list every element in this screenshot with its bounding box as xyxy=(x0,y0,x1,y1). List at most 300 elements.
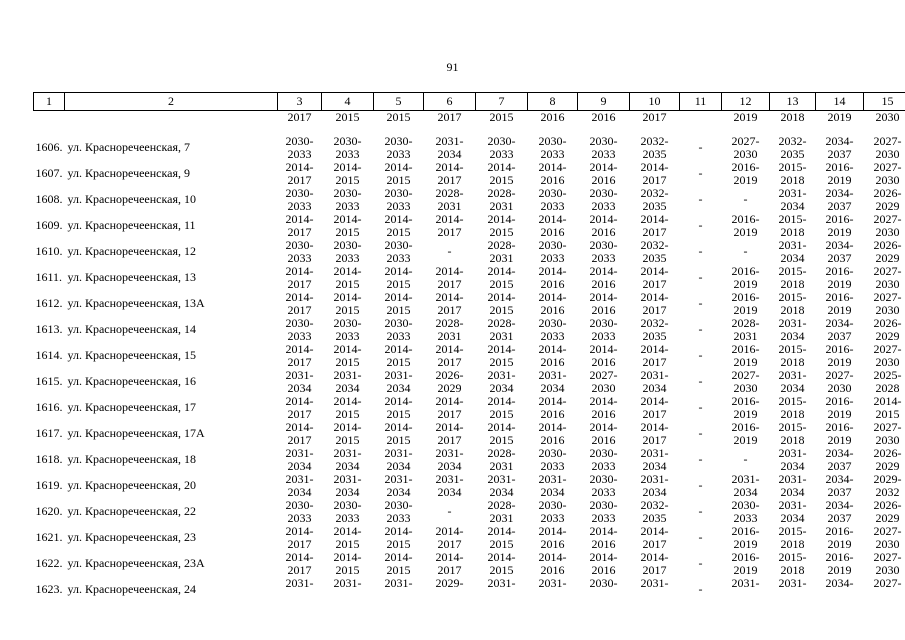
address-cell: ул. Красноречеенская, 13А xyxy=(67,296,205,310)
table-row xyxy=(34,265,905,291)
table-cell: 2014- 2015 xyxy=(333,342,362,369)
table-cell: 2034- 2037 xyxy=(825,134,854,161)
row-number: 1619. xyxy=(35,478,63,492)
table-cell: 2014- 2015 xyxy=(487,160,516,187)
row-number: 1609. xyxy=(35,218,63,232)
table-row xyxy=(34,369,905,395)
table-cell: 2026- 2029 xyxy=(873,498,902,525)
table-cell: - xyxy=(698,452,703,466)
table-body xyxy=(34,111,905,604)
row-number: 1617. xyxy=(35,426,63,440)
table-cell: 2030- 2033 xyxy=(285,134,314,161)
table-row xyxy=(34,239,905,265)
column-header-11: 11 xyxy=(680,93,722,111)
table-cell: 2014- 2016 xyxy=(538,524,567,551)
table-cell: 2014- 2017 xyxy=(285,550,314,577)
table-cell: 2016- 2019 xyxy=(731,524,760,551)
row-number: 1612. xyxy=(35,296,63,310)
table-row xyxy=(34,213,905,239)
table-cell: 2014- 2016 xyxy=(538,264,567,291)
table-cell: 2031- 2034 xyxy=(487,472,516,499)
table-cell: 2027- 2030 xyxy=(589,368,618,395)
table-cell: 2025- 2028 xyxy=(873,368,902,395)
table-cell: 2030- 2033 xyxy=(333,186,362,213)
table-cell: 2027- 2030 xyxy=(873,160,902,187)
table-cell: 2016- 2019 xyxy=(731,394,760,421)
row-number: 1620. xyxy=(35,504,63,518)
column-header-4: 4 xyxy=(322,93,374,111)
table-cell: 2014- 2016 xyxy=(538,160,567,187)
table-cell: 2015- 2018 xyxy=(778,342,807,369)
table-cell: 2031- xyxy=(384,576,413,590)
table-cell: 2032- 2035 xyxy=(640,316,669,343)
address-cell: ул. Красноречеенская, 17 xyxy=(67,400,196,414)
column-header-13: 13 xyxy=(770,93,816,111)
row-number: 1607. xyxy=(35,166,63,180)
column-header-7: 7 xyxy=(476,93,528,111)
table-cell: 2031- 2034 xyxy=(333,368,362,395)
table-cell: 2030- 2033 xyxy=(731,498,760,525)
table-cell: 2028- 2031 xyxy=(731,316,760,343)
table-cell: 2030- 2033 xyxy=(285,238,314,265)
table-cell: 2031- 2034 xyxy=(778,472,807,499)
table-cell: 2031- 2034 xyxy=(778,238,807,265)
table-cell: 2014- 2017 xyxy=(435,290,464,317)
column-header-2: 2 xyxy=(65,93,278,111)
table-cell: 2026- 2029 xyxy=(435,368,464,395)
table-cell: - xyxy=(698,556,703,570)
table-cell: 2014- 2017 xyxy=(435,420,464,447)
table-cell: 2014- 2017 xyxy=(640,524,669,551)
table-cell: 2014- 2016 xyxy=(589,212,618,239)
address-cell: ул. Красноречеенская, 15 xyxy=(67,348,196,362)
table-cell: 2030- 2033 xyxy=(384,238,413,265)
table-cell: 2016- 2019 xyxy=(731,550,760,577)
table-cell: 2016 xyxy=(540,110,565,124)
table-cell: 2031- 2034 xyxy=(640,446,669,473)
column-header-12: 12 xyxy=(722,93,770,111)
table-cell: 2031- 2034 xyxy=(435,472,464,499)
table-cell: 2016- 2019 xyxy=(731,290,760,317)
table-cell: 2028- 2031 xyxy=(435,316,464,343)
table-cell: - xyxy=(698,348,703,362)
table-cell: 2014- 2017 xyxy=(640,264,669,291)
table-cell: 2027- 2030 xyxy=(873,134,902,161)
table-cell: 2027- 2030 xyxy=(873,550,902,577)
table-cell: 2030- 2033 xyxy=(589,238,618,265)
table-cell: 2030- 2033 xyxy=(589,316,618,343)
table-cell: 2030- 2033 xyxy=(538,238,567,265)
address-cell: ул. Красноречеенская, 22 xyxy=(67,504,196,518)
table-cell: 2031- xyxy=(731,576,760,590)
table-cell: 2026- 2029 xyxy=(873,316,902,343)
table-cell: 2014- 2017 xyxy=(435,524,464,551)
table-cell: 2030- 2033 xyxy=(333,498,362,525)
table-cell: 2014- 2015 xyxy=(487,420,516,447)
table-cell: 2030- 2033 xyxy=(384,134,413,161)
table-cell: 2014- 2015 xyxy=(333,394,362,421)
table-cell: 2031- 2034 xyxy=(778,446,807,473)
table-cell: 2014- 2017 xyxy=(435,394,464,421)
table-cell: - xyxy=(743,244,748,258)
table-cell: 2031- 2034 xyxy=(778,368,807,395)
table-cell: 2014- 2015 xyxy=(384,264,413,291)
table-cell: - xyxy=(743,452,748,466)
table-cell: 2016- 2019 xyxy=(731,212,760,239)
table-cell: 2014- 2017 xyxy=(285,342,314,369)
table-cell: 2030- 2033 xyxy=(333,134,362,161)
table-cell: 2031- 2034 xyxy=(487,368,516,395)
table-row xyxy=(34,135,905,161)
row-number: 1618. xyxy=(35,452,63,466)
table-cell: 2016- 2019 xyxy=(825,524,854,551)
table-cell: 2030- 2033 xyxy=(285,316,314,343)
table-cell: 2026- 2029 xyxy=(873,238,902,265)
address-cell: ул. Красноречеенская, 18 xyxy=(67,452,196,466)
table-cell: - xyxy=(447,244,452,258)
table-cell: 2016- 2019 xyxy=(825,394,854,421)
table-row xyxy=(34,291,905,317)
table-cell: 2017 xyxy=(287,110,312,124)
table-cell: 2016- 2019 xyxy=(825,160,854,187)
table-cell: 2014- 2015 xyxy=(333,290,362,317)
header-row xyxy=(34,93,905,111)
table-cell: - xyxy=(698,374,703,388)
table-cell: 2014- 2017 xyxy=(435,160,464,187)
table-cell: 2031- 2034 xyxy=(333,446,362,473)
table-cell: 2031- 2034 xyxy=(538,472,567,499)
table-cell: 2029- xyxy=(435,576,464,590)
table-cell: - xyxy=(698,504,703,518)
table-cell: 2014- 2015 xyxy=(384,212,413,239)
table-cell: - xyxy=(698,244,703,258)
address-cell: ул. Красноречеенская, 17А xyxy=(67,426,205,440)
table-cell: 2034- 2037 xyxy=(825,472,854,499)
table-cell: - xyxy=(743,192,748,206)
address-cell: ул. Красноречеенская, 16 xyxy=(67,374,196,388)
table-cell: 2016- 2019 xyxy=(731,160,760,187)
column-header-10: 10 xyxy=(630,93,680,111)
column-header-5: 5 xyxy=(374,93,424,111)
table-cell: 2014- 2017 xyxy=(640,212,669,239)
table-cell: 2032- 2035 xyxy=(640,238,669,265)
table-cell: 2014- 2016 xyxy=(589,160,618,187)
table-cell: 2031- 2034 xyxy=(640,368,669,395)
table-cell: 2014- 2015 xyxy=(333,212,362,239)
table-cell: 2026- 2029 xyxy=(873,446,902,473)
table-cell: 2031- 2034 xyxy=(384,472,413,499)
table-cell: 2030- 2033 xyxy=(538,134,567,161)
row-number: 1622. xyxy=(35,556,63,570)
table-cell: 2031- 2034 xyxy=(384,368,413,395)
column-header-15: 15 xyxy=(864,93,905,111)
row-number: 1613. xyxy=(35,322,63,336)
table-cell: 2030- 2033 xyxy=(538,498,567,525)
table-cell: 2015 xyxy=(386,110,411,124)
address-cell: ул. Красноречеенская, 7 xyxy=(67,140,190,154)
table-cell: 2034- 2037 xyxy=(825,316,854,343)
table-cell: 2014- 2016 xyxy=(538,212,567,239)
table-cell: 2031- 2034 xyxy=(435,446,464,473)
table-cell: 2031- 2034 xyxy=(285,472,314,499)
table-cell: 2014- 2016 xyxy=(589,264,618,291)
column-header-9: 9 xyxy=(578,93,630,111)
table-cell: 2028- 2031 xyxy=(487,186,516,213)
table-cell: 2015- 2018 xyxy=(778,524,807,551)
table-cell: 2027- 2030 xyxy=(873,212,902,239)
table-cell: 2014- 2017 xyxy=(640,394,669,421)
address-cell: ул. Красноречеенская, 12 xyxy=(67,244,196,258)
row-number: 1608. xyxy=(35,192,63,206)
table-cell: 2016- 2019 xyxy=(825,264,854,291)
table-row xyxy=(34,421,905,447)
table-cell: 2027- 2030 xyxy=(873,524,902,551)
table-cell: 2016- 2019 xyxy=(825,342,854,369)
table-cell: 2027- xyxy=(873,576,902,590)
table-cell: 2016- 2019 xyxy=(825,420,854,447)
table-cell: 2014- 2015 xyxy=(384,290,413,317)
table-cell: 2014- 2015 xyxy=(487,394,516,421)
table-cell: - xyxy=(698,322,703,336)
table-cell: - xyxy=(698,426,703,440)
table-cell: 2017 xyxy=(642,110,667,124)
table-cell: 2027- 2030 xyxy=(873,290,902,317)
table-cell: 2027- 2030 xyxy=(873,342,902,369)
table-cell: - xyxy=(698,192,703,206)
table-cell: 2014- 2016 xyxy=(538,394,567,421)
table-row xyxy=(34,395,905,421)
table-cell: 2014- 2016 xyxy=(589,550,618,577)
table-cell: 2014- 2017 xyxy=(435,342,464,369)
table-cell: 2016- 2019 xyxy=(825,550,854,577)
table-cell: 2030- 2033 xyxy=(538,316,567,343)
table-cell: 2014- 2015 xyxy=(333,524,362,551)
table-cell: 2014- 2017 xyxy=(435,550,464,577)
page-number: 91 xyxy=(446,60,459,74)
table-cell: 2014- 2015 xyxy=(487,550,516,577)
row-number: 1615. xyxy=(35,374,63,388)
table-cell: 2014- 2016 xyxy=(589,524,618,551)
table-row xyxy=(34,317,905,343)
table-cell: 2030- 2033 xyxy=(538,446,567,473)
table-cell: 2015- 2018 xyxy=(778,212,807,239)
table-row xyxy=(34,525,905,551)
table-cell: 2026- 2029 xyxy=(873,186,902,213)
table-cell: 2030- 2033 xyxy=(384,316,413,343)
table-cell: 2014- 2017 xyxy=(640,550,669,577)
address-cell: ул. Красноречеенская, 14 xyxy=(67,322,196,336)
table-cell xyxy=(680,111,722,136)
table-cell: 2014- 2015 xyxy=(333,264,362,291)
row-number: 1610. xyxy=(35,244,63,258)
table-cell: 2030- 2033 xyxy=(589,186,618,213)
table-cell: 2015 xyxy=(489,110,514,124)
row-number: 1611. xyxy=(35,270,63,284)
table-cell: 2015- 2018 xyxy=(778,290,807,317)
table-row xyxy=(34,343,905,369)
row-number: 1606. xyxy=(35,140,63,154)
table-cell: 2028- 2031 xyxy=(487,238,516,265)
table-cell: 2031- 2034 xyxy=(435,134,464,161)
table-cell: 2030- 2033 xyxy=(589,498,618,525)
table-cell: 2015- 2018 xyxy=(778,550,807,577)
table-cell: 2031- xyxy=(333,576,362,590)
table-cell: 2031- 2034 xyxy=(333,472,362,499)
table-cell: 2030- 2033 xyxy=(285,186,314,213)
table-cell: 2014- 2017 xyxy=(285,524,314,551)
row-number: 1623. xyxy=(35,582,63,596)
table-cell: 2016- 2019 xyxy=(731,420,760,447)
table-cell: 2027- 2030 xyxy=(825,368,854,395)
table-cell: 2032- 2035 xyxy=(640,134,669,161)
table-cell: 2014- 2016 xyxy=(538,342,567,369)
table-cell: 2016- 2019 xyxy=(825,212,854,239)
table-cell: 2031- 2034 xyxy=(731,472,760,499)
table-cell: 2030- 2033 xyxy=(487,134,516,161)
table-cell: 2031- 2034 xyxy=(778,186,807,213)
table-cell: - xyxy=(698,582,703,596)
table-cell: 2031- xyxy=(538,576,567,590)
table-cell: 2016- 2019 xyxy=(731,342,760,369)
table-cell: - xyxy=(698,218,703,232)
table-cell: 2019 xyxy=(733,110,758,124)
column-header-6: 6 xyxy=(424,93,476,111)
table-row xyxy=(34,447,905,473)
table-cell: 2014- 2015 xyxy=(487,290,516,317)
table-cell: 2014- 2017 xyxy=(285,212,314,239)
address-cell: ул. Красноречеенская, 23А xyxy=(67,556,205,570)
table-header xyxy=(34,93,905,111)
table-row xyxy=(34,473,905,499)
table-cell: 2014- 2015 xyxy=(384,420,413,447)
row-number: 1614. xyxy=(35,348,63,362)
table-cell: 2015- 2018 xyxy=(778,420,807,447)
table-cell: 2015- 2018 xyxy=(778,394,807,421)
address-cell: ул. Красноречеенская, 10 xyxy=(67,192,196,206)
table-cell: 2031- xyxy=(778,576,807,590)
address-cell: ул. Красноречеенская, 20 xyxy=(67,478,196,492)
row-number: 1616. xyxy=(35,400,63,414)
table-row xyxy=(34,187,905,213)
table-cell: 2014- 2015 xyxy=(384,524,413,551)
table-cell: 2030- 2033 xyxy=(589,472,618,499)
table-cell: 2015- 2018 xyxy=(778,264,807,291)
table-cell: 2014- 2016 xyxy=(538,420,567,447)
table-cell: 2028- 2031 xyxy=(487,316,516,343)
table-cell: 2031- xyxy=(285,576,314,590)
empty-cell xyxy=(34,111,65,136)
table-cell: 2031- 2034 xyxy=(640,472,669,499)
continuation-row xyxy=(34,111,905,136)
table-cell: 2031- 2034 xyxy=(778,316,807,343)
table-row xyxy=(34,577,905,603)
table-cell: 2034- 2037 xyxy=(825,186,854,213)
table-cell: - xyxy=(698,530,703,544)
row-number: 1621. xyxy=(35,530,63,544)
table-cell: 2016- 2019 xyxy=(731,264,760,291)
column-header-1: 1 xyxy=(34,93,65,111)
table-cell: 2014- 2016 xyxy=(589,394,618,421)
table-cell: - xyxy=(698,296,703,310)
table-cell: 2014- 2015 xyxy=(333,160,362,187)
table-cell: 2014- 2017 xyxy=(285,264,314,291)
table-cell: 2014- 2017 xyxy=(285,420,314,447)
table-cell: - xyxy=(447,504,452,518)
address-cell: ул. Красноречеенская, 24 xyxy=(67,582,196,596)
table-cell: 2030- 2033 xyxy=(384,186,413,213)
table-cell: 2031- 2034 xyxy=(285,446,314,473)
column-header-3: 3 xyxy=(278,93,322,111)
table-cell: - xyxy=(698,400,703,414)
table-cell: 2030 xyxy=(875,110,900,124)
table-cell: 2014- 2017 xyxy=(285,290,314,317)
column-header-8: 8 xyxy=(528,93,578,111)
table-cell: 2014- 2016 xyxy=(589,342,618,369)
table-cell: 2028- 2031 xyxy=(487,498,516,525)
table-cell: 2014- 2016 xyxy=(538,550,567,577)
table-cell: 2027- 2030 xyxy=(873,420,902,447)
table-cell: - xyxy=(698,478,703,492)
table-cell: 2014- 2017 xyxy=(640,290,669,317)
table-cell: 2014- 2017 xyxy=(435,212,464,239)
table-cell: 2027- 2030 xyxy=(731,134,760,161)
table-cell: 2014- 2015 xyxy=(384,342,413,369)
table-cell: 2014- 2015 xyxy=(384,160,413,187)
table-cell: 2032- 2035 xyxy=(640,498,669,525)
table-cell: 2014- 2017 xyxy=(435,264,464,291)
table-cell: 2017 xyxy=(437,110,462,124)
table-cell: 2015- 2018 xyxy=(778,160,807,187)
table-row xyxy=(34,499,905,525)
table-cell: 2031- 2034 xyxy=(778,498,807,525)
table-cell: 2030- xyxy=(589,576,618,590)
table-cell: 2031- xyxy=(487,576,516,590)
table-cell: 2015 xyxy=(335,110,360,124)
table-cell: 2034- xyxy=(825,576,854,590)
table-cell: 2014- 2017 xyxy=(285,394,314,421)
table-cell: 2014- 2015 xyxy=(487,212,516,239)
table-cell: 2014- 2015 xyxy=(384,394,413,421)
table-cell: 2031- 2034 xyxy=(285,368,314,395)
address-cell: ул. Красноречеенская, 11 xyxy=(67,218,196,232)
table-cell: 2014- 2015 xyxy=(873,394,902,421)
table-cell: 2016 xyxy=(591,110,616,124)
table-cell: 2032- 2035 xyxy=(640,186,669,213)
table-cell: 2014- 2017 xyxy=(285,160,314,187)
table-cell: 2032- 2035 xyxy=(778,134,807,161)
table-cell: 2034- 2037 xyxy=(825,498,854,525)
table-cell: 2028- 2031 xyxy=(435,186,464,213)
table-cell: 2014- 2017 xyxy=(640,420,669,447)
table-row xyxy=(34,551,905,577)
table-cell: 2027- 2030 xyxy=(731,368,760,395)
table-cell: 2014- 2015 xyxy=(384,550,413,577)
address-cell: ул. Красноречеенская, 13 xyxy=(67,270,196,284)
table-cell: 2014- 2016 xyxy=(538,290,567,317)
table-cell: 2014- 2016 xyxy=(589,290,618,317)
table-cell: 2030- 2033 xyxy=(285,498,314,525)
table-cell: 2014- 2017 xyxy=(640,342,669,369)
address-cell: ул. Красноречеенская, 23 xyxy=(67,530,196,544)
table-cell: - xyxy=(698,140,703,154)
table-cell: 2030- 2033 xyxy=(589,446,618,473)
table-cell: 2034- 2037 xyxy=(825,446,854,473)
table-cell: 2014- 2015 xyxy=(333,420,362,447)
table-cell: 2019 xyxy=(827,110,852,124)
table-cell: 2014- 2017 xyxy=(640,160,669,187)
table-cell: 2030- 2033 xyxy=(333,316,362,343)
table-cell: 2027- 2030 xyxy=(873,264,902,291)
